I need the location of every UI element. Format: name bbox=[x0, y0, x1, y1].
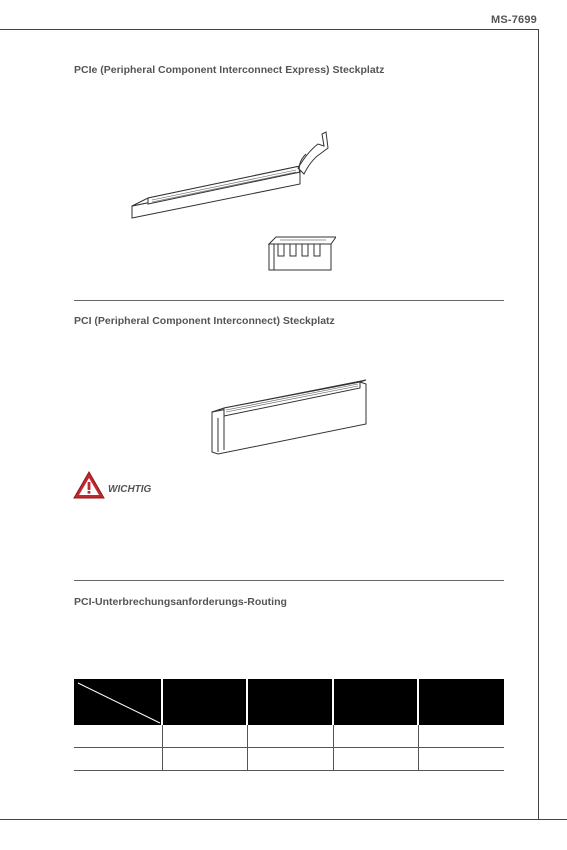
section-divider bbox=[74, 580, 504, 581]
routing-section-title: PCI-Unterbrechungsanforderungs-Routing bbox=[74, 596, 287, 608]
table-cell bbox=[247, 725, 333, 748]
table-row bbox=[74, 725, 504, 748]
section-divider bbox=[74, 300, 504, 301]
table-cell bbox=[162, 725, 247, 748]
table-cell bbox=[74, 725, 162, 748]
table-cell bbox=[333, 748, 418, 771]
table-header-cell bbox=[247, 679, 333, 725]
model-number: MS-7699 bbox=[490, 14, 537, 26]
important-notice bbox=[72, 470, 212, 506]
page-frame-right bbox=[538, 29, 539, 819]
pcie-x16-slot-illustration bbox=[128, 128, 338, 228]
table-cell bbox=[418, 748, 504, 771]
table-cell bbox=[162, 748, 247, 771]
pcie-x1-slot-illustration bbox=[268, 236, 336, 272]
table-cell bbox=[333, 725, 418, 748]
warning-icon bbox=[72, 470, 106, 500]
table-corner-header bbox=[74, 679, 162, 725]
irq-routing-table bbox=[74, 679, 504, 771]
important-label: WICHTIG bbox=[108, 484, 152, 495]
table-header-cell bbox=[333, 679, 418, 725]
diagonal-divider bbox=[74, 679, 162, 725]
table-header-row bbox=[74, 679, 504, 725]
pcie-section-title: PCIe (Peripheral Component Interconnect Express) Steckplatz bbox=[74, 64, 385, 76]
table-cell bbox=[418, 725, 504, 748]
page-frame-top bbox=[0, 29, 538, 30]
table-header-cell bbox=[418, 679, 504, 725]
page-frame-bottom bbox=[0, 819, 567, 820]
pci-section-title: PCI (Peripheral Component Interconnect) Steckplatz bbox=[74, 315, 335, 327]
table-cell bbox=[74, 748, 162, 771]
table-row bbox=[74, 748, 504, 771]
table-header-cell bbox=[162, 679, 247, 725]
table-cell bbox=[247, 748, 333, 771]
pci-slot-illustration bbox=[210, 374, 370, 460]
